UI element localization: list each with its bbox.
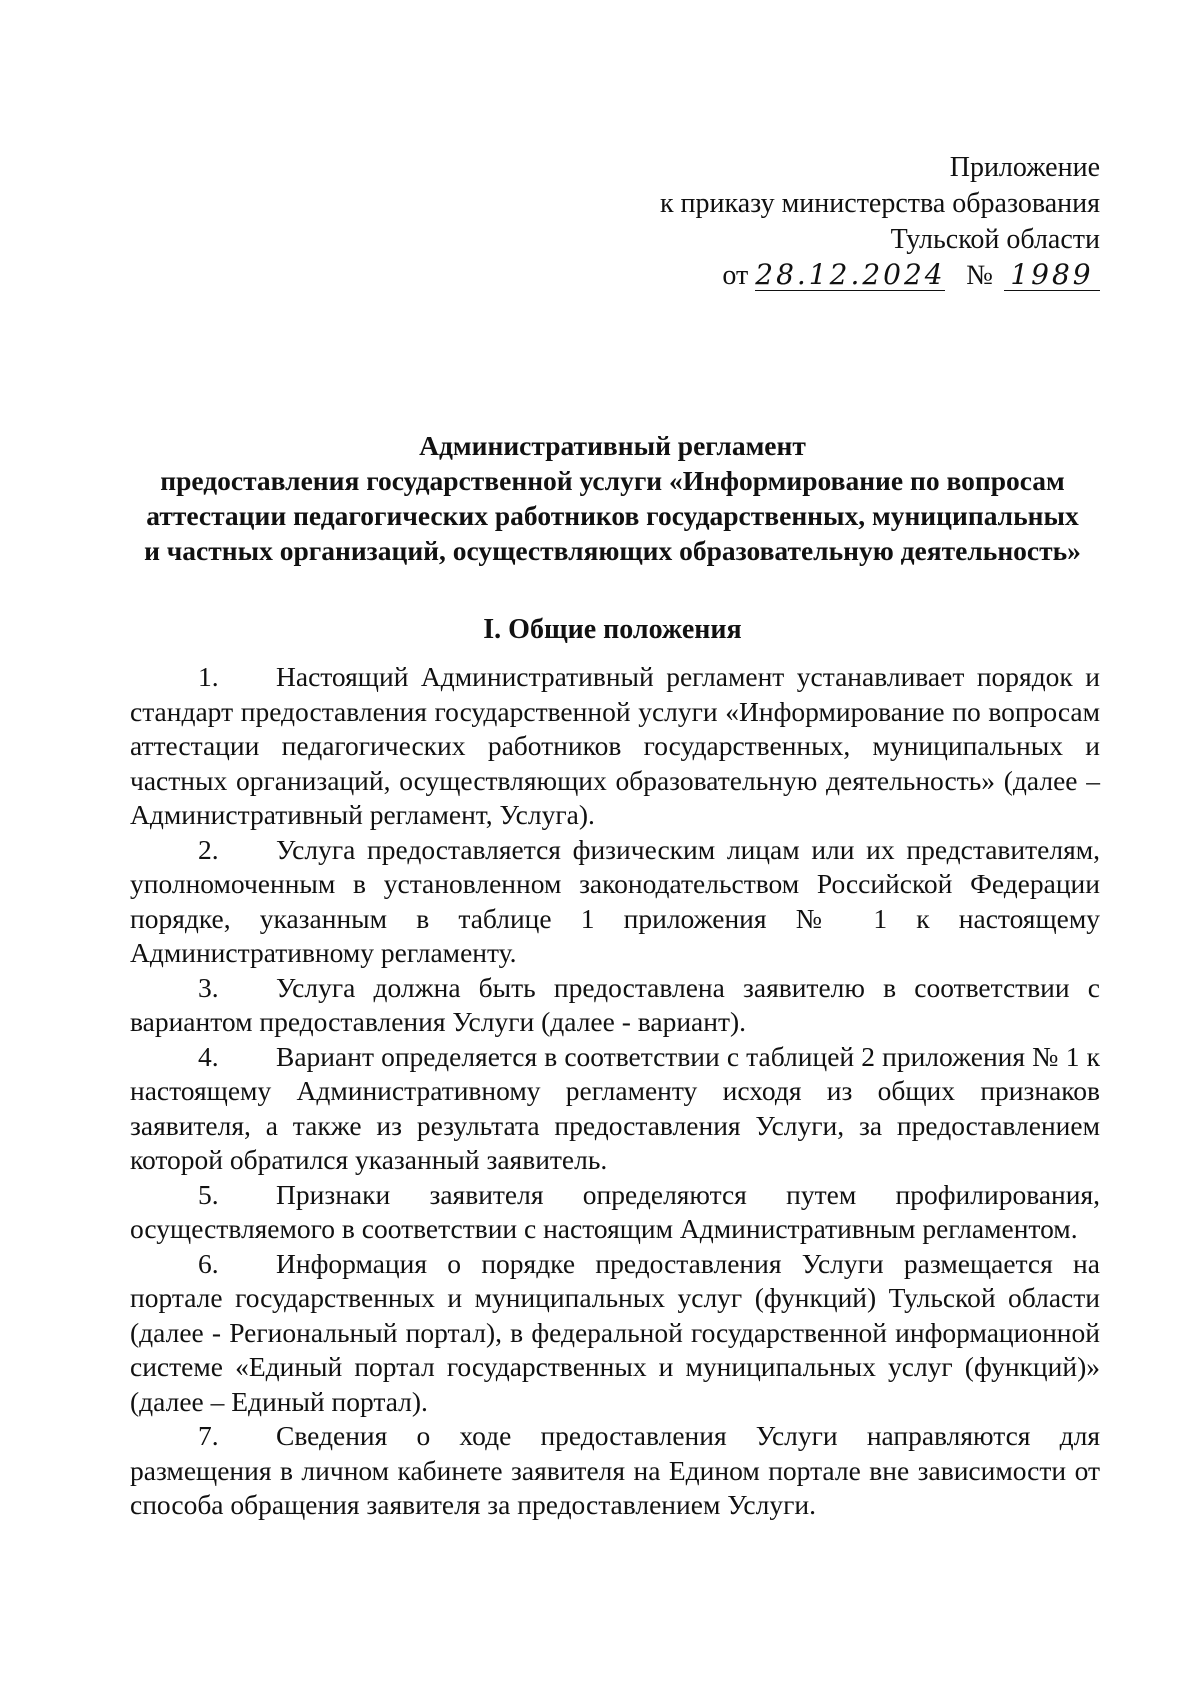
paragraph-number: 1. <box>198 661 219 692</box>
paragraph-number: 4. <box>198 1040 219 1072</box>
handwritten-date: 28.12.2024 <box>755 258 946 291</box>
paragraph-3 <box>130 971 1100 1040</box>
handwritten-order-number: 1989 <box>1004 260 1100 291</box>
title-line-3: аттестации педагогических работников государственных, муниципальных <box>146 500 1079 531</box>
paragraph-text: Услуга должна быть предоставлена заявителю в соответствии с вариантом предоставления Услуги (далее - вариант). <box>130 971 1100 1037</box>
paragraph-number: 6. <box>198 1247 219 1279</box>
appendix-label: Приложение <box>949 152 1100 183</box>
paragraph-7 <box>130 1419 1100 1523</box>
paragraph-number: 3. <box>198 971 219 1003</box>
appendix-order-reference: к приказу министерства образования <box>659 188 1100 219</box>
paragraph-number: 7. <box>198 1420 219 1451</box>
paragraph-number: 2. <box>198 833 219 865</box>
number-prefix: № <box>966 260 993 291</box>
paragraph-number: 5. <box>198 1178 219 1210</box>
paragraph-2 <box>130 833 1100 971</box>
section-heading: I. Общие положения <box>483 614 742 645</box>
appendix-region: Тульской области <box>890 224 1100 255</box>
document-body <box>130 660 1100 1523</box>
paragraph-text: Настоящий Административный регламент устанавливает порядок и стандарт предоставления государственной услуги «Информирование по вопросам аттестации педагогических работников государственных, муниципальных и частных организаций, осуществляющих образовательную деятельность» (далее – Административный регламент, Услуга). <box>130 661 1100 830</box>
paragraph-6 <box>130 1247 1100 1420</box>
paragraph-4 <box>130 1040 1100 1178</box>
title-line-1: Административный регламент <box>419 430 806 461</box>
paragraph-text: Сведения о ходе предоставления Услуги направляются для размещения в личном кабинете заявителя на Едином портале вне зависимости от способа обращения заявителя за предоставлением Услуги. <box>130 1420 1100 1520</box>
title-line-2: предоставления государственной услуги «Информирование по вопросам <box>160 465 1065 496</box>
paragraph-5 <box>130 1178 1100 1247</box>
paragraph-text: Признаки заявителя определяются путем профилирования, осуществляемого в соответствии с настоящим Административным регламентом. <box>130 1178 1100 1244</box>
document-title <box>125 428 1100 568</box>
title-line-4: и частных организаций, осуществляющих образовательную деятельность» <box>144 535 1081 566</box>
paragraph-text: Информация о порядке предоставления Услуги размещается на портале государственных и муниципальных услуг (функций) Тульской области (далее - Региональный портал), в федеральной государственной информационной системе «Единый портал государственных и муниципальных услуг (функций)» (далее – Единый портал). <box>130 1247 1100 1417</box>
appendix-header <box>500 150 1100 294</box>
date-prefix: от <box>722 260 749 291</box>
paragraph-text: Услуга предоставляется физическим лицам или их представителям, уполномоченным в установленном законодательством Российской Федерации порядке, указанным в таблице 1 приложения № 1 к настоящему Административному регламенту. <box>130 833 1100 968</box>
paragraph-1 <box>130 660 1100 833</box>
paragraph-text: Вариант определяется в соответствии с таблицей 2 приложения № 1 к настоящему Административному регламенту исходя из общих признаков заявителя, а также из результата предоставления Услуги, за предоставлением которой обратился указанный заявитель. <box>130 1040 1100 1175</box>
order-date-number-line <box>500 258 1100 294</box>
